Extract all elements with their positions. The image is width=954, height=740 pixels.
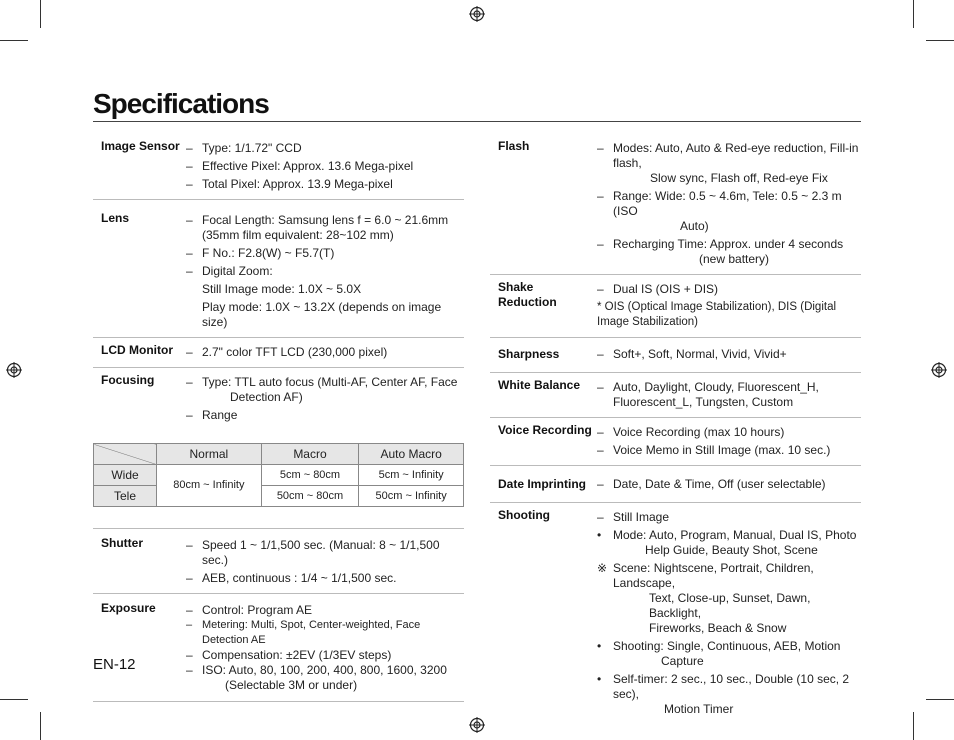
crop-mark bbox=[913, 712, 914, 740]
spec-subitem: • Mode: Auto, Program, Manual, Dual IS, Photo Help Guide, Beauty Shot, Scene bbox=[597, 528, 857, 557]
spec-label: Sharpness bbox=[498, 347, 560, 361]
spec-subitem: • Self-timer: 2 sec., 10 sec., Double (10 sec, 2 sec), Motion Timer bbox=[597, 672, 850, 716]
spec-label: White Balance bbox=[498, 378, 581, 392]
spec-white-balance bbox=[490, 373, 861, 418]
spec-label: Flash bbox=[498, 139, 530, 153]
registration-mark-icon bbox=[469, 717, 485, 733]
spec-item: – 2.7" color TFT LCD (230,000 pixel) bbox=[186, 345, 388, 359]
spec-item: – Date, Date & Time, Off (user selectable) bbox=[597, 477, 826, 491]
spec-column-right bbox=[490, 134, 861, 724]
spec-item: – Compensation: ±2EV (1/3EV steps) bbox=[186, 648, 392, 662]
crop-mark bbox=[926, 699, 954, 700]
spec-item: – Dual IS (OIS + DIS) bbox=[597, 282, 719, 296]
spec-label: LCD Monitor bbox=[101, 343, 173, 357]
spec-shooting bbox=[490, 503, 861, 724]
spec-image-sensor bbox=[93, 134, 464, 200]
spec-item: – Voice Recording (max 10 hours) bbox=[597, 425, 785, 439]
spec-item: – Type: 1/1.72" CCD bbox=[186, 141, 302, 155]
table-header: Auto Macro bbox=[359, 444, 464, 465]
spec-sharpness bbox=[490, 338, 861, 373]
crop-mark bbox=[40, 712, 41, 740]
spec-item: – Control: Program AE bbox=[186, 603, 313, 617]
spec-subitem: • Shooting: Single, Continuous, AEB, Motion Capture bbox=[597, 639, 841, 668]
table-header: Macro bbox=[261, 444, 359, 465]
spec-label: Lens bbox=[101, 211, 130, 225]
spec-label: Exposure bbox=[101, 601, 156, 615]
spec-subline: Play mode: 1.0X ~ 13.2X (depends on image size) bbox=[202, 300, 442, 329]
spec-item: – ISO: Auto, 80, 100, 200, 400, 800, 1600, 3200 (Selectable 3M or under) bbox=[186, 663, 447, 692]
spec-voice-recording bbox=[490, 418, 861, 466]
spec-focusing bbox=[93, 368, 464, 529]
spec-shake-reduction bbox=[490, 275, 861, 338]
spec-column-left bbox=[93, 134, 464, 702]
table-cell: 5cm ~ 80cm bbox=[261, 465, 359, 486]
focus-range-table bbox=[93, 443, 464, 507]
spec-item: – Type: TTL auto focus (Multi-AF, Center AF, Face Detection AF) bbox=[186, 375, 458, 404]
page-title: Specifications bbox=[93, 88, 269, 119]
spec-item: – Focal Length: Samsung lens f = 6.0 ~ 21.6mm (35mm film equivalent: 28~102 mm) bbox=[186, 213, 449, 242]
table-row-header: Wide bbox=[94, 465, 157, 486]
spec-item: – Metering: Multi, Spot, Center-weighted, Face Detection AE bbox=[186, 619, 421, 646]
spec-label: Focusing bbox=[101, 373, 155, 387]
spec-item: – Range: Wide: 0.5 ~ 4.6m, Tele: 0.5 ~ 2.3 m (ISO Auto) bbox=[597, 189, 842, 233]
crop-mark bbox=[0, 699, 28, 700]
spec-note: * OIS (Optical Image Stabilization), DIS (Digital Image Stabilization) bbox=[597, 301, 837, 328]
spec-item: – Recharging Time: Approx. under 4 seconds (new battery) bbox=[597, 237, 844, 266]
registration-mark-icon bbox=[6, 362, 22, 378]
spec-flash bbox=[490, 134, 861, 275]
table-header: Normal bbox=[157, 444, 262, 465]
spec-exposure bbox=[93, 594, 464, 702]
registration-mark-icon bbox=[469, 6, 485, 22]
table-corner-cell bbox=[94, 444, 157, 465]
spec-date-imprinting bbox=[490, 466, 861, 503]
table-cell: 80cm ~ Infinity bbox=[157, 465, 262, 507]
crop-mark bbox=[913, 0, 914, 28]
crop-mark bbox=[926, 40, 954, 41]
spec-item: – Digital Zoom: bbox=[186, 264, 273, 278]
spec-subitem: ※ Scene: Nightscene, Portrait, Children, Landscape, Text, Close-up, Sunset, Dawn, Backlight, Fireworks, Beach & Snow bbox=[597, 561, 814, 635]
spec-label: Voice Recording bbox=[498, 423, 592, 437]
spec-item: – Still Image bbox=[597, 510, 670, 524]
title-rule bbox=[93, 121, 861, 122]
page-number: EN-12 bbox=[93, 656, 136, 673]
spec-item: – Effective Pixel: Approx. 13.6 Mega-pixel bbox=[186, 159, 414, 173]
spec-item: – Modes: Auto, Auto & Red-eye reduction, Fill-in flash, Slow sync, Flash off, Red-eye Fix bbox=[597, 141, 859, 185]
spec-label: Shake Reduction bbox=[498, 280, 557, 309]
table-cell: 5cm ~ Infinity bbox=[359, 465, 464, 486]
spec-subline: Still Image mode: 1.0X ~ 5.0X bbox=[202, 282, 362, 296]
spec-item: – AEB, continuous : 1/4 ~ 1/1,500 sec. bbox=[186, 571, 397, 585]
spec-label: Shutter bbox=[101, 536, 143, 550]
spec-item: – Soft+, Soft, Normal, Vivid, Vivid+ bbox=[597, 347, 787, 361]
registration-mark-icon bbox=[931, 362, 947, 378]
spec-lcd-monitor bbox=[93, 338, 464, 368]
spec-item: – F No.: F2.8(W) ~ F5.7(T) bbox=[186, 246, 335, 260]
spec-label: Shooting bbox=[498, 508, 550, 522]
spec-item: – Range bbox=[186, 408, 238, 422]
spec-lens bbox=[93, 200, 464, 338]
spec-item: – Speed 1 ~ 1/1,500 sec. (Manual: 8 ~ 1/1,500 sec.) bbox=[186, 538, 440, 567]
spec-shutter bbox=[93, 529, 464, 594]
table-row-header: Tele bbox=[94, 486, 157, 507]
spec-label: Image Sensor bbox=[101, 139, 180, 153]
crop-mark bbox=[0, 40, 28, 41]
spec-item: – Voice Memo in Still Image (max. 10 sec.) bbox=[597, 443, 831, 457]
spec-item: – Auto, Daylight, Cloudy, Fluorescent_H, Fluorescent_L, Tungsten, Custom bbox=[597, 380, 819, 409]
spec-item: – Total Pixel: Approx. 13.9 Mega-pixel bbox=[186, 177, 393, 191]
spec-label: Date Imprinting bbox=[498, 477, 587, 491]
crop-mark bbox=[40, 0, 41, 28]
table-cell: 50cm ~ 80cm bbox=[261, 486, 359, 507]
table-cell: 50cm ~ Infinity bbox=[359, 486, 464, 507]
